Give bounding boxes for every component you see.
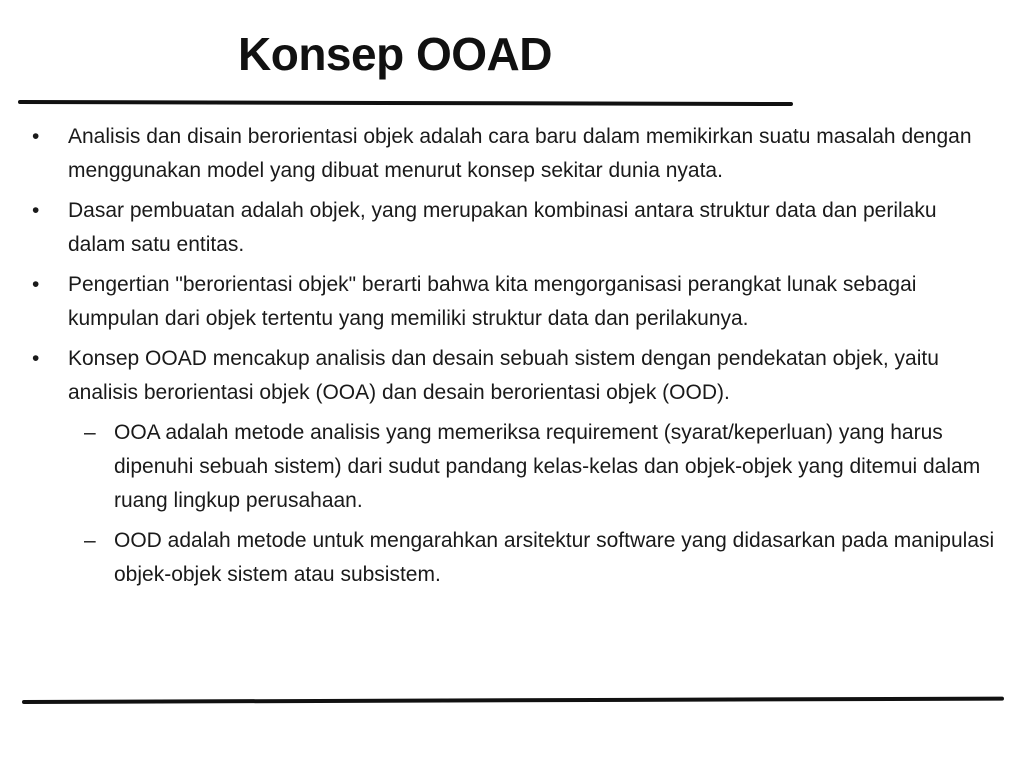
bullet-item: • Analisis dan disain berorientasi objek adalah cara baru dalam memikirkan suatu masalah dengan menggunakan model yang dibuat menurut konsep sekitar dunia nyata.: [30, 120, 995, 188]
bullet-item: • Pengertian "berorientasi objek" berarti bahwa kita mengorganisasi perangkat lunak sebagai kumpulan dari objek tertentu yang memiliki struktur data dan perilakunya.: [30, 268, 995, 336]
sub-bullet-item: – OOD adalah metode untuk mengarahkan arsitektur software yang didasarkan pada manipulasi objek-objek sistem atau subsistem.: [30, 524, 995, 592]
title-divider: [18, 100, 793, 106]
bullet-item: • Konsep OOAD mencakup analisis dan desain sebuah sistem dengan pendekatan objek, yaitu analisis berorientasi objek (OOA) dan desain berorientasi objek (OOD).: [30, 342, 995, 410]
sub-bullet-list: [30, 416, 995, 592]
bullet-item: • Dasar pembuatan adalah objek, yang merupakan kombinasi antara struktur data dan perilaku dalam satu entitas.: [30, 194, 995, 262]
slide-body: [30, 120, 995, 598]
slide-title: Konsep OOAD: [238, 28, 552, 80]
footer-divider: [22, 697, 1004, 704]
sub-bullet-item: – OOA adalah metode analisis yang memeriksa requirement (syarat/keperluan) yang harus dipenuhi sebuah sistem) dari sudut pandang kelas-kelas dan objek-objek yang ditemui dalam ruang lingkup perusahaan.: [30, 416, 995, 518]
bullet-list: [30, 120, 995, 410]
